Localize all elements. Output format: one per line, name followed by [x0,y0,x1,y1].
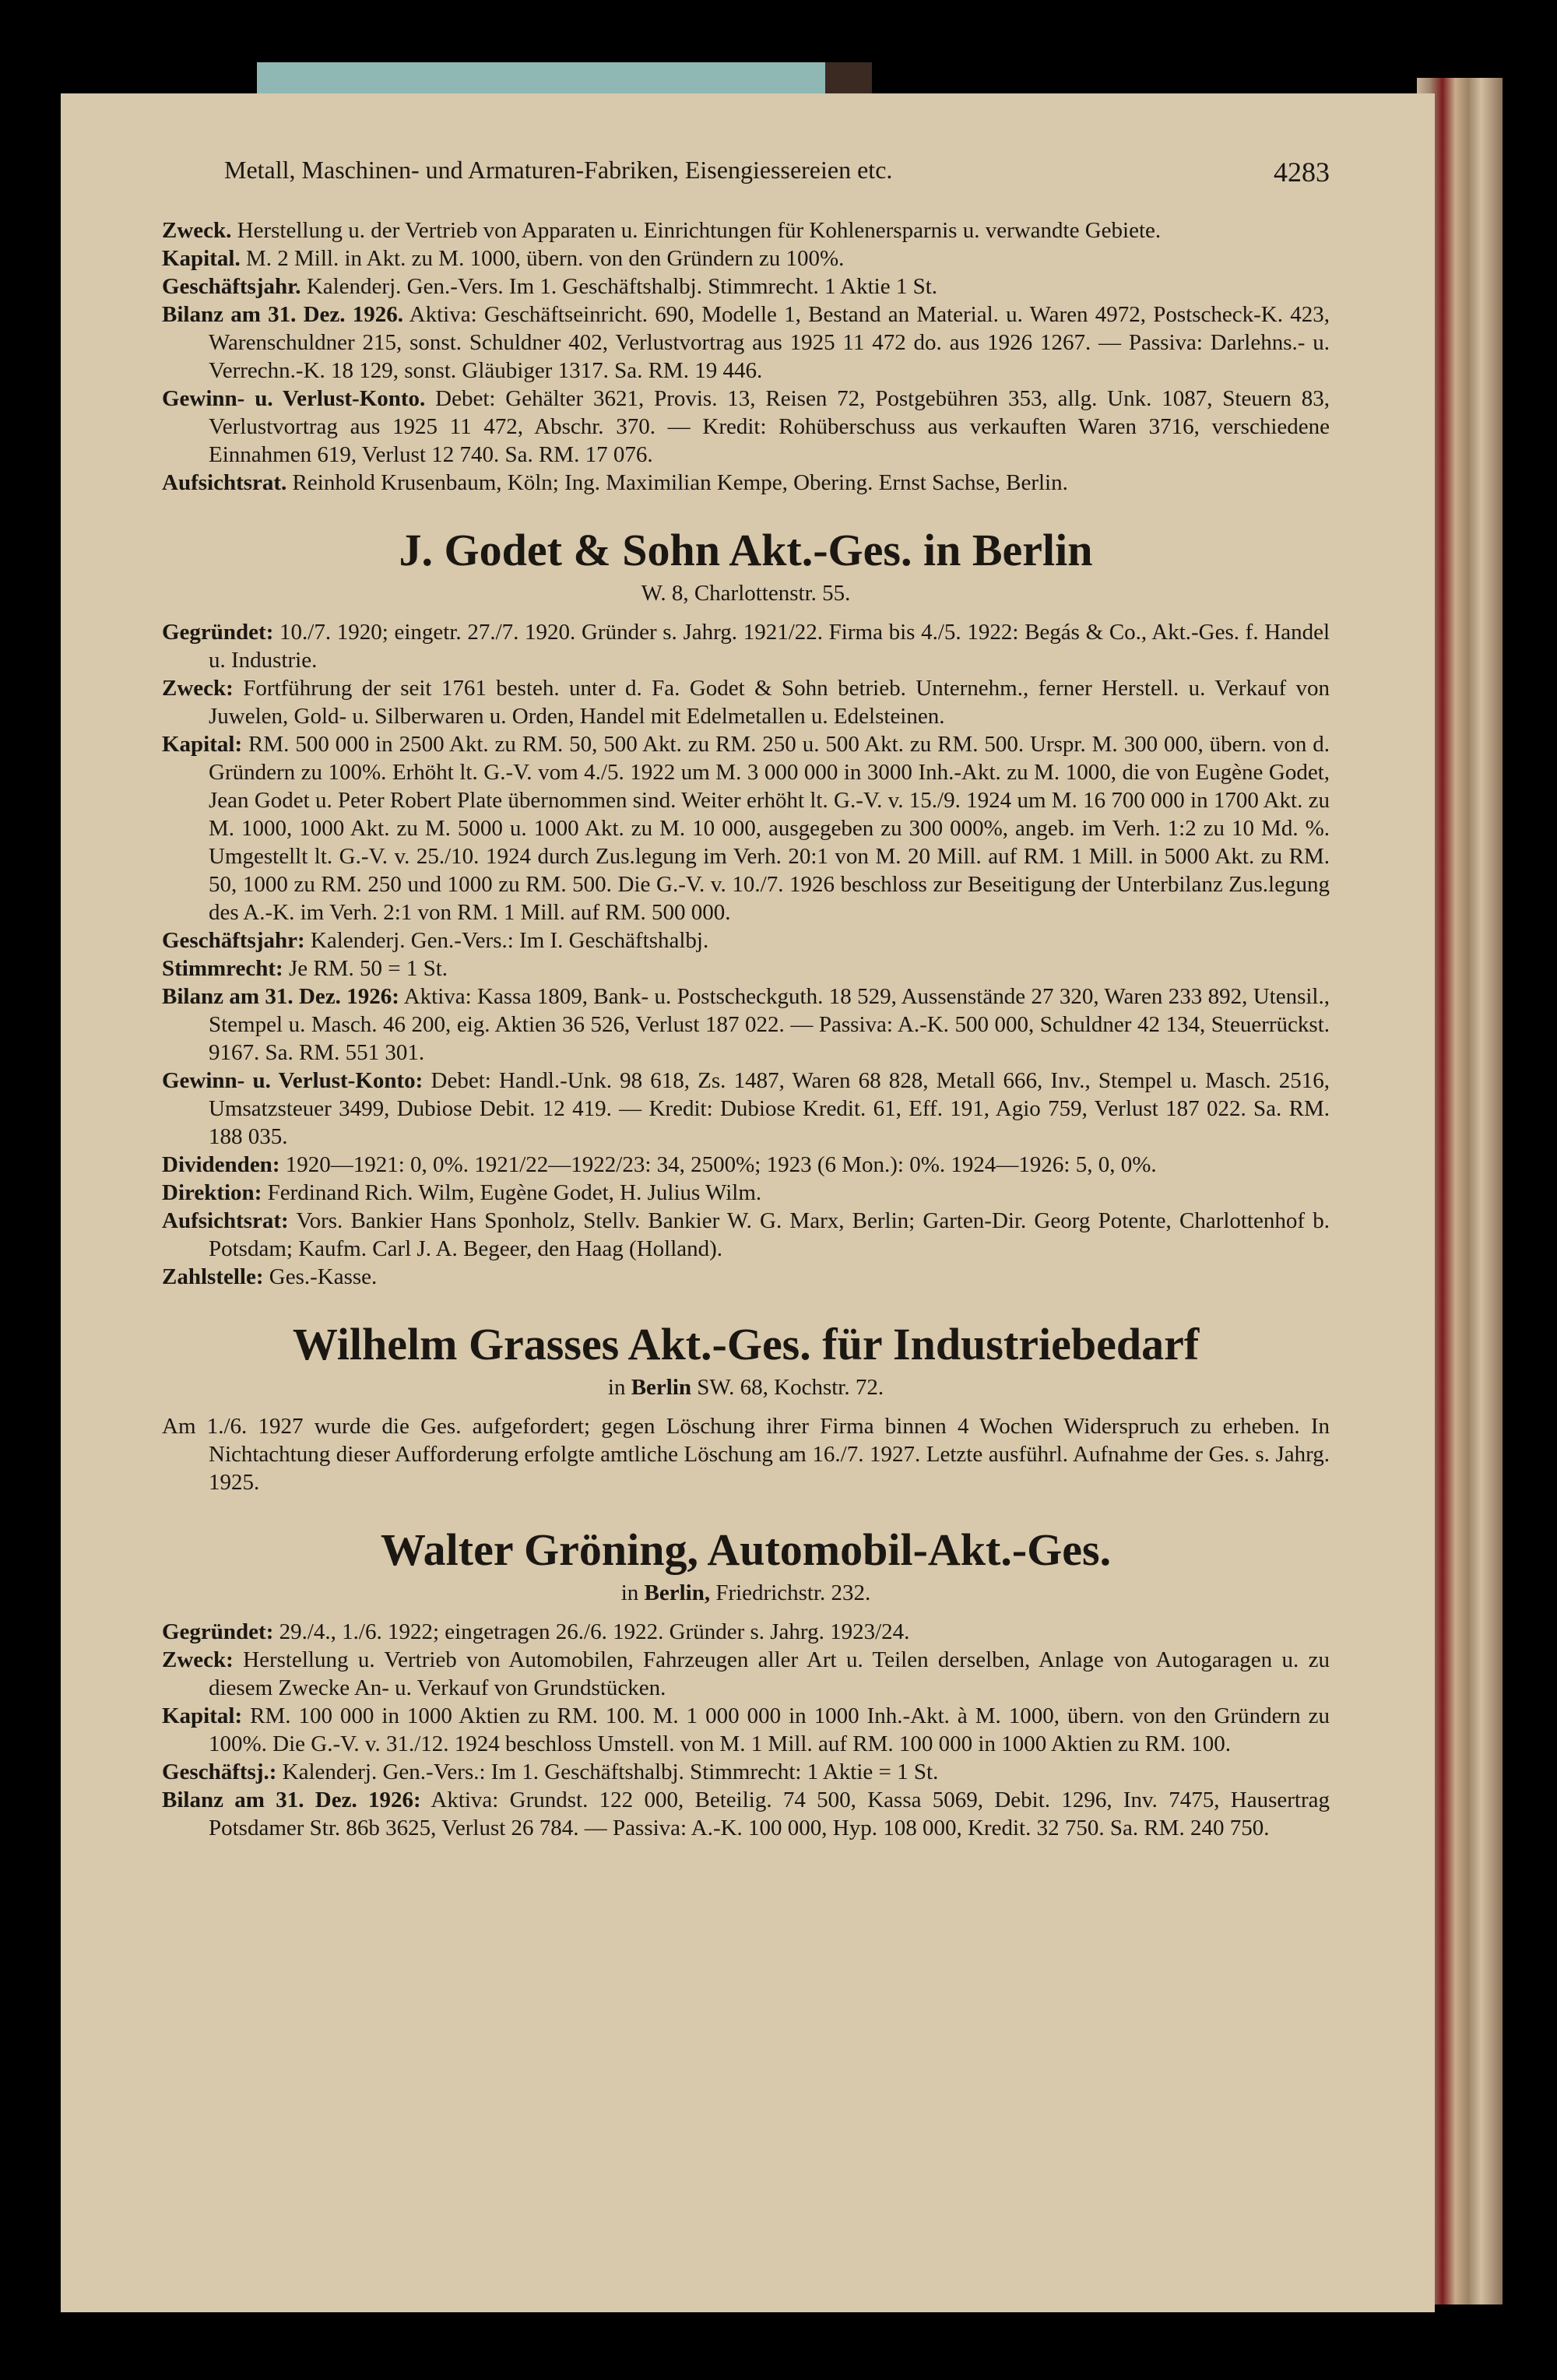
entry-grasses [162,1319,1330,1496]
entry-address: in Berlin SW. 68, Kochstr. 72. [607,1375,884,1400]
groening-kapital: Kapital: RM. 100 000 in 1000 Aktien zu RM. 100. M. 1 000 000 in 1000 Inh.-Akt. à M. 1000, übern. von den Gründern zu 100%. Die G.-V. v. 31./12. 1924 beschloss Umstell. von M. 1 Mill. auf RM. 100 000 in 1000 Aktien zu RM. 100. [162,1703,1330,1756]
godet-zweck: Zweck: Fortführung der seit 1761 besteh. unter d. Fa. Godet & Sohn betrieb. Unternehm., ferner Herstell. u. Verkauf von Juwelen, Gold- u. Silberwaren u. Orden, Handel mit Edelmetallen u. Edelsteinen. [162,676,1330,729]
running-header [224,156,1330,188]
prev-bilanz: Bilanz am 31. Dez. 1926. Aktiva: Geschäftseinricht. 690, Modelle 1, Bestand an Material. u. Waren 4972, Postscheck-K. 423, Warenschuldner 215, sonst. Schuldner 402, Verlustvortrag aus 1925 11 472 do. aus 1926 1267. — Passiva: Darlehns.- u. Verrechn.-K. 18 129, sonst. Gläubiger 1317. Sa. RM. 19 446. [162,302,1330,383]
godet-aufsichtsrat: Aufsichtsrat: Vors. Bankier Hans Sponholz, Stellv. Bankier W. G. Marx, Berlin; Garten-Dir. Georg Potente, Charlottenhof b. Potsdam; Kaufm. Carl J. A. Begeer, den Haag (Holland). [162,1208,1330,1261]
previous-entry [162,216,1330,497]
entry-groening [162,1524,1330,1842]
groening-bilanz: Bilanz am 31. Dez. 1926: Aktiva: Grundst. 122 000, Beteilig. 74 500, Kassa 5069, Debit. 1296, Inv. 7475, Hausertrag Potsdamer Str. 86b 3625, Verlust 26 784. — Passiva: A.-K. 100 000, Hyp. 108 000, Kredit. 32 750. Sa. RM. 240 750. [162,1788,1330,1840]
prev-aufsichtsrat: Aufsichtsrat. Reinhold Krusenbaum, Köln; Ing. Maximilian Kempe, Obering. Ernst Sachse, Berlin. [162,470,1068,495]
godet-kapital: Kapital: RM. 500 000 in 2500 Akt. zu RM. 50, 500 Akt. zu RM. 250 u. 500 Akt. zu RM. 500. Urspr. M. 300 000, übern. von d. Gründern zu 100%. Erhöht lt. G.-V. vom 4./5. 1922 um M. 3 000 000 in 3000 Inh.-Akt. zu M. 1000, die von Eugène Godet, Jean Godet u. Peter Robert Plate übernommen sind. Weiter erhöht lt. G.-V. v. 15./9. 1924 um M. 16 700 000 in 1700 Akt. zu M. 1000, 1000 Akt. zu M. 5000 u. 1000 Akt. zu M. 10 000, ausgegeben zu 300 000%, angeb. im Verh. 1:2 zu 10 Md. %. Umgestellt lt. G.-V. v. 25./10. 1924 durch Zus.legung im Verh. 20:1 von M. 20 Mill. auf RM. 1 Mill. in 5000 Akt. zu RM. 50, 1000 zu RM. 250 und 1000 zu RM. 500. Die G.-V. v. 10./7. 1926 beschloss zur Beseitigung der Unterbilanz Zus.legung des A.-K. im Verh. 2:1 von RM. 1 Mill. auf RM. 500 000. [162,732,1330,925]
groening-gegruendet: Gegründet: 29./4., 1./6. 1922; eingetragen 26./6. 1922. Gründer s. Jahrg. 1923/24. [162,1619,910,1644]
entry-title: Wilhelm Grasses Akt.-Ges. für Industriebedarf [292,1319,1200,1369]
book-page [61,93,1435,2312]
page-content [162,156,1330,1842]
running-head-title: Metall, Maschinen- und Armaturen-Fabriken, Eisengiessereien etc. [224,156,893,184]
prev-geschaeftsjahr: Geschäftsjahr. Kalenderj. Gen.-Vers. Im 1. Geschäftshalbj. Stimmrecht. 1 Aktie 1 St. [162,274,938,299]
godet-zahlstelle: Zahlstelle: Ges.-Kasse. [162,1264,378,1289]
godet-direktion: Direktion: Ferdinand Rich. Wilm, Eugène Godet, H. Julius Wilm. [162,1180,762,1205]
grasses-text: Am 1./6. 1927 wurde die Ges. aufgefordert; gegen Löschung ihrer Firma binnen 4 Wochen Widerspruch zu erheben. In Nichtachtung dieser Aufforderung erfolgte amtliche Löschung am 16./7. 1927. Letzte ausführl. Aufnahme der Ges. s. Jahrg. 1925. [162,1414,1330,1495]
prev-zweck: Zweck. Herstellung u. der Vertrieb von Apparaten u. Einrichtungen für Kohlenersparnis u. verwandte Gebiete. [162,218,1162,243]
godet-geschaeftsjahr: Geschäftsjahr: Kalenderj. Gen.-Vers.: Im I. Geschäftshalbj. [162,928,709,953]
entry-title: J. Godet & Sohn Akt.-Ges. in Berlin [399,525,1093,575]
prev-kapital: Kapital. M. 2 Mill. in Akt. zu M. 1000, übern. von den Gründern zu 100%. [162,246,845,271]
godet-stimmrecht: Stimmrecht: Je RM. 50 = 1 St. [162,956,448,981]
entry-title: Walter Gröning, Automobil-Akt.-Ges. [380,1524,1112,1575]
godet-gegruendet: Gegründet: 10./7. 1920; eingetr. 27./7. 1920. Gründer s. Jahrg. 1921/22. Firma bis 4./5. 1922: Begás & Co., Akt.-Ges. f. Handel u. Industrie. [162,620,1330,673]
godet-bilanz: Bilanz am 31. Dez. 1926: Aktiva: Kassa 1809, Bank- u. Postscheckguth. 18 529, Aussenstände 27 320, Waren 233 892, Utensil., Stempel u. Masch. 46 200, eig. Aktien 36 526, Verlust 187 022. — Passiva: A.-K. 500 000, Schuldner 42 134, Steuerrückst. 9167. Sa. RM. 551 301. [162,984,1330,1065]
entry-address: W. 8, Charlottenstr. 55. [641,581,851,606]
page-number: 4283 [1274,156,1330,188]
godet-dividenden: Dividenden: 1920—1921: 0, 0%. 1921/22—1922/23: 34, 2500%; 1923 (6 Mon.): 0%. 1924—1926: 5, 0, 0%. [162,1152,1157,1177]
entry-address: in Berlin, Friedrichstr. 232. [620,1580,871,1605]
prev-gewinn: Gewinn- u. Verlust-Konto. Debet: Gehälter 3621, Provis. 13, Reisen 72, Postgebühren 353, allg. Unk. 1087, Steuern 83, Verlustvortrag aus 1925 11 472, Abschr. 370. — Kredit: Rohüberschuss aus verkauften Waren 3716, verschiedene Einnahmen 619, Verlust 12 740. Sa. RM. 17 076. [162,386,1330,467]
entry-godet [162,525,1330,1291]
godet-gewinn: Gewinn- u. Verlust-Konto: Debet: Handl.-Unk. 98 618, Zs. 1487, Waren 68 828, Metall 666, Inv., Stempel u. Masch. 2516, Umsatzsteuer 3499, Dubiose Debit. 12 419. — Kredit: Dubiose Kredit. 61, Eff. 191, Agio 759, Verlust 187 022. Sa. RM. 188 035. [162,1068,1330,1149]
groening-zweck: Zweck: Herstellung u. Vertrieb von Automobilen, Fahrzeugen aller Art u. Teilen derselben, Anlage von Autogaragen u. zu diesem Zwecke An- u. Verkauf von Grundstücken. [162,1647,1330,1700]
groening-geschaeftsjahr: Geschäftsj.: Kalenderj. Gen.-Vers.: Im 1. Geschäftshalbj. Stimmrecht: 1 Aktie = 1 St. [162,1760,939,1784]
